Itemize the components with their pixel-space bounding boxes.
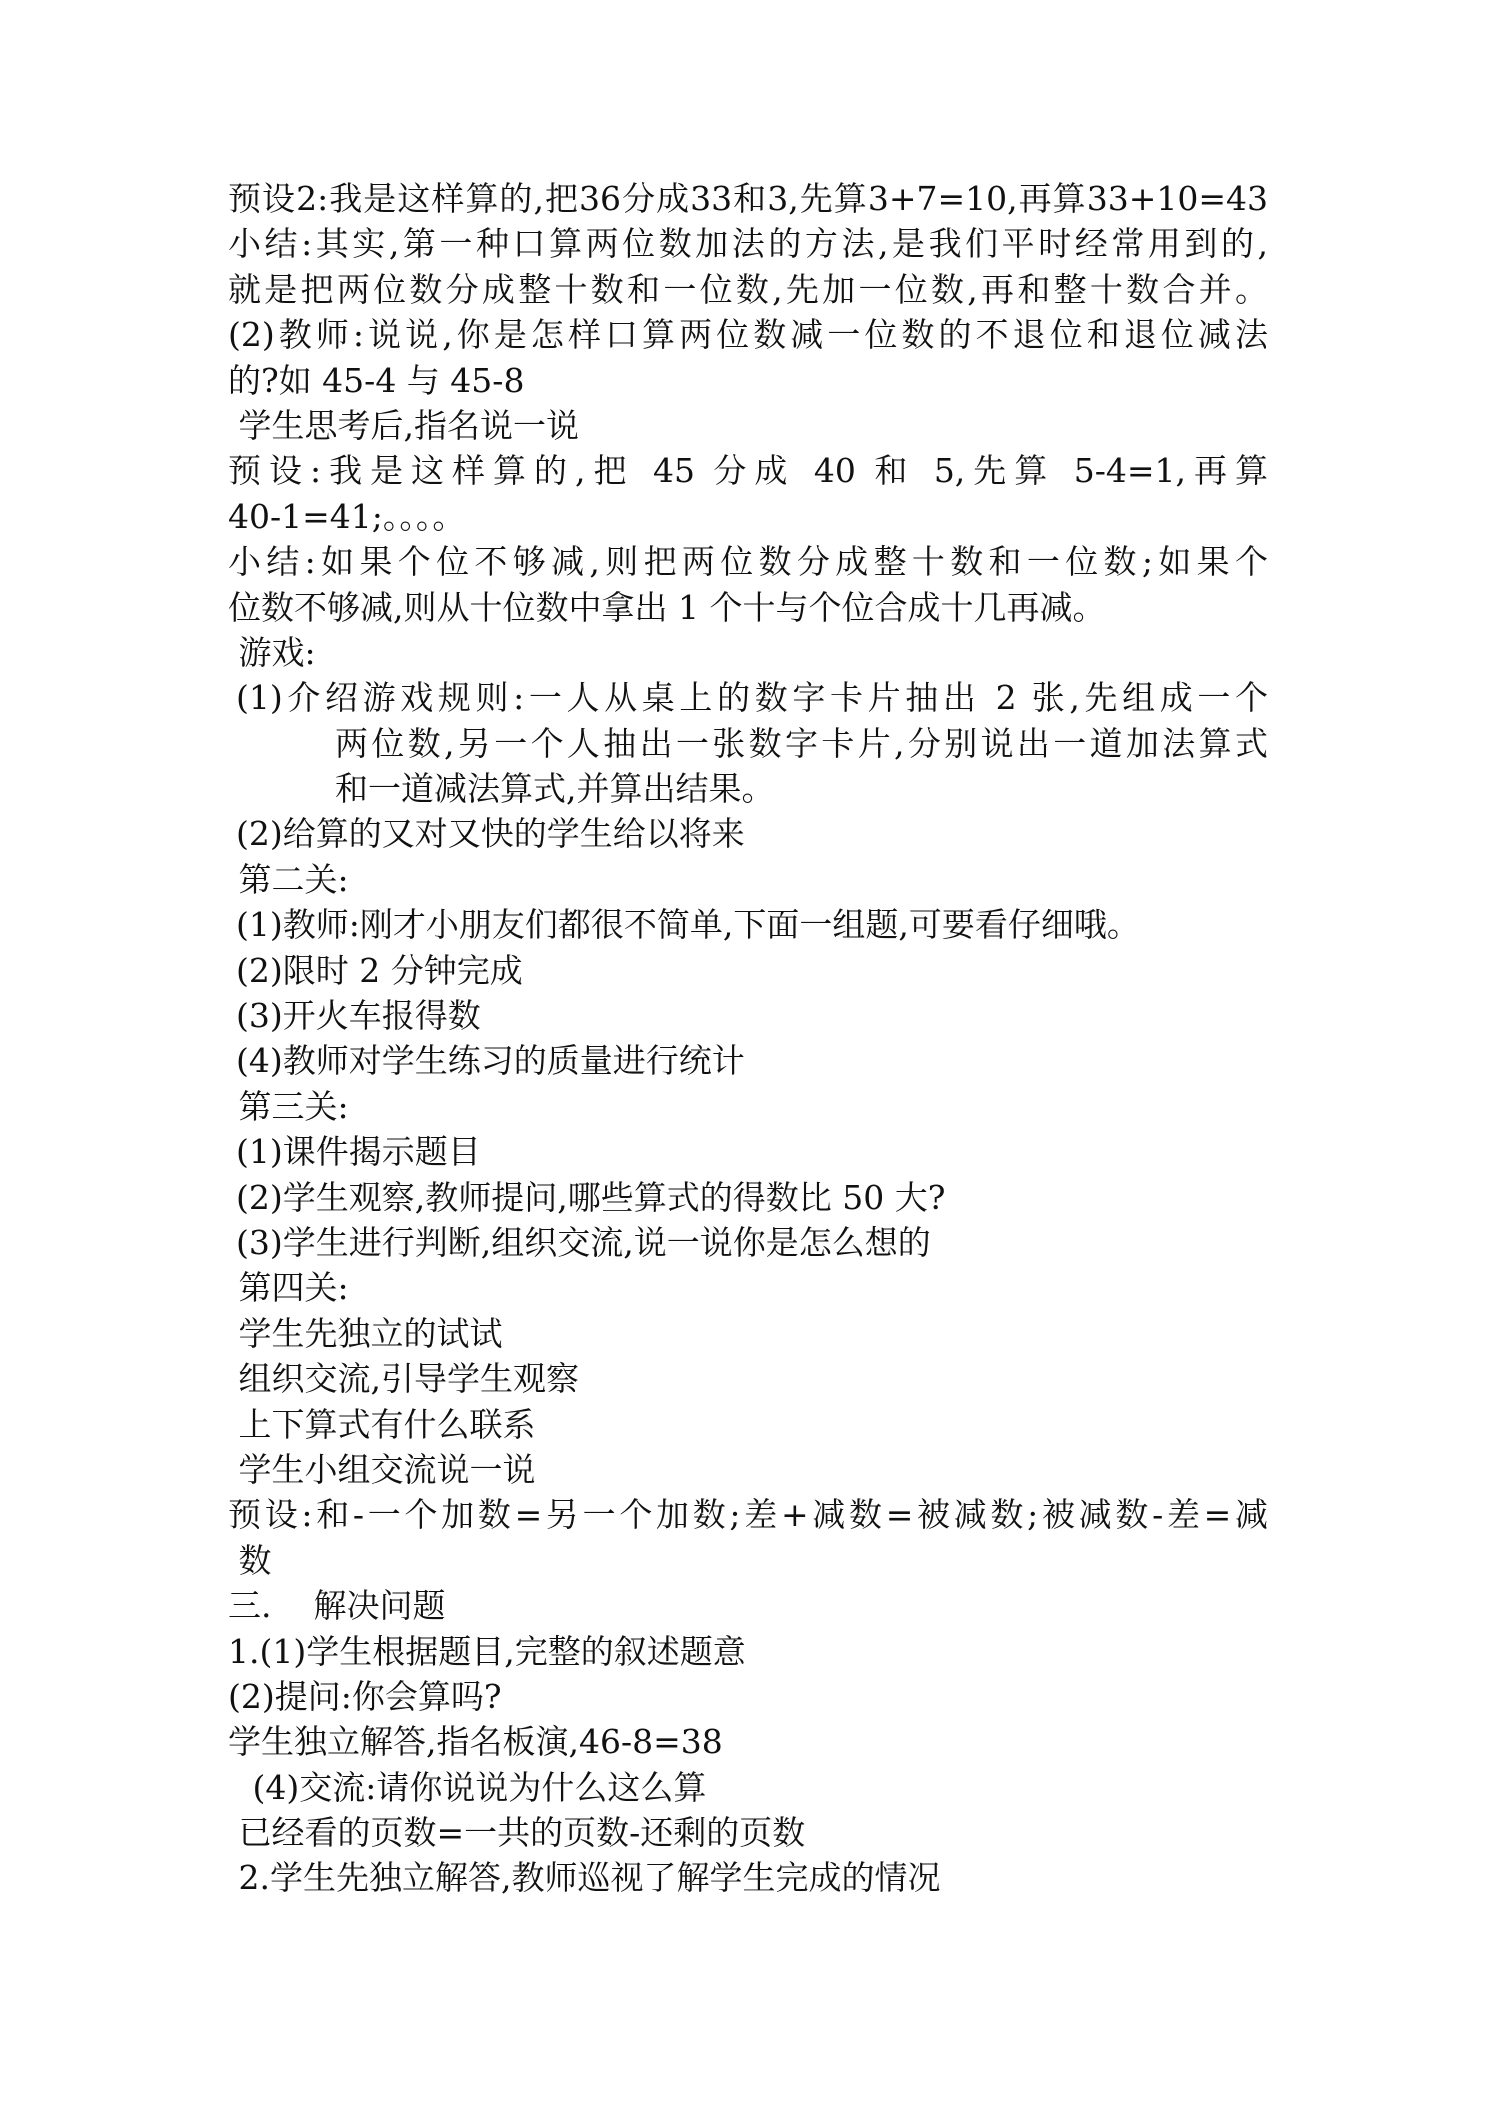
section-heading-game: 游戏: [228,632,316,672]
paragraph-line-4: (2)教师:说说,你是怎样口算两位数减一位数的不退位和退位减法 [228,315,1268,355]
paragraph-line-3: 就是把两位数分成整十数和一位数,先加一位数,再和整十数合并。 [228,269,1268,309]
paragraph-line-level4-6: 数 [228,1540,272,1580]
list-item-solve-2: (2)提问:你会算吗? [228,1676,502,1716]
list-item-solve-1: 1.(1)学生根据题目,完整的叙述题意 [228,1631,746,1671]
paragraph-line-level4-2: 组织交流,引导学生观察 [228,1359,579,1399]
paragraph-line-7: 预设:我是这样算的,把 45 分成 40 和 5,先算 5-4=1,再算 [228,451,1268,491]
list-item-game-1-cont-2: 和一道减法算式,并算出结果。 [335,769,775,809]
paragraph-line-8: 40-1=41;。。。。 [228,496,466,536]
paragraph-line-1: 预设2:我是这样算的,把36分成33和3,先算3+7=10,再算33+10=43 [228,179,1268,218]
list-item-game-1: (1)介绍游戏规则:一人从桌上的数字卡片抽出 2 张,先组成一个 [236,678,1268,718]
list-item-level2-2: (2)限时 2 分钟完成 [236,950,523,990]
list-item-level2-1: (1)教师:刚才小朋友们都很不简单,下面一组题,可要看仔细哦。 [236,905,1140,945]
list-item-level3-3: (3)学生进行判断,组织交流,说一说你是怎么想的 [236,1222,931,1262]
paragraph-line-6: 学生思考后,指名说一说 [228,405,579,445]
paragraph-line-level4-4: 学生小组交流说一说 [228,1449,536,1489]
section-heading-level-3: 第三关: [228,1086,349,1126]
list-item-level2-3: (3)开火车报得数 [236,996,481,1036]
document-body [228,176,1268,1901]
paragraph-line-level4-3: 上下算式有什么联系 [228,1404,536,1444]
paragraph-line-formula: 已经看的页数=一共的页数-还剩的页数 [228,1813,806,1853]
list-item-level3-2: (2)学生观察,教师提问,哪些算式的得数比 50 大? [236,1177,946,1217]
section-heading-solve-problems: 三. 解决问题 [228,1586,446,1626]
list-item-solve-3: 学生独立解答,指名板演,46-8=38 [228,1722,723,1762]
section-heading-level-4: 第四关: [228,1268,349,1308]
paragraph-line-2: 小结:其实,第一种口算两位数加法的方法,是我们平时经常用到的, [228,224,1268,264]
list-item-solve-2-main: 2.学生先独立解答,教师巡视了解学生完成的情况 [228,1858,941,1898]
list-item-level3-1: (1)课件揭示题目 [236,1132,481,1172]
paragraph-line-10: 位数不够减,则从十位数中拿出 1 个十与个位合成十几再减。 [228,587,1106,627]
list-item-level2-4: (4)教师对学生练习的质量进行统计 [236,1041,745,1081]
paragraph-line-9: 小结:如果个位不够减,则把两位数分成整十数和一位数;如果个 [228,542,1268,582]
list-item-solve-4: (4)交流:请你说说为什么这么算 [242,1767,707,1807]
paragraph-line-level4-5: 预设:和-一个加数=另一个加数;差+减数=被减数;被减数-差=减 [228,1495,1268,1535]
list-item-game-2: (2)给算的又对又快的学生给以将来 [236,814,745,854]
paragraph-line-level4-1: 学生先独立的试试 [228,1313,503,1353]
section-heading-level-2: 第二关: [228,859,349,899]
paragraph-line-5: 的?如 45-4 与 45-8 [228,360,525,400]
list-item-game-1-cont-1: 两位数,另一个人抽出一张数字卡片,分别说出一道加法算式 [335,723,1268,763]
